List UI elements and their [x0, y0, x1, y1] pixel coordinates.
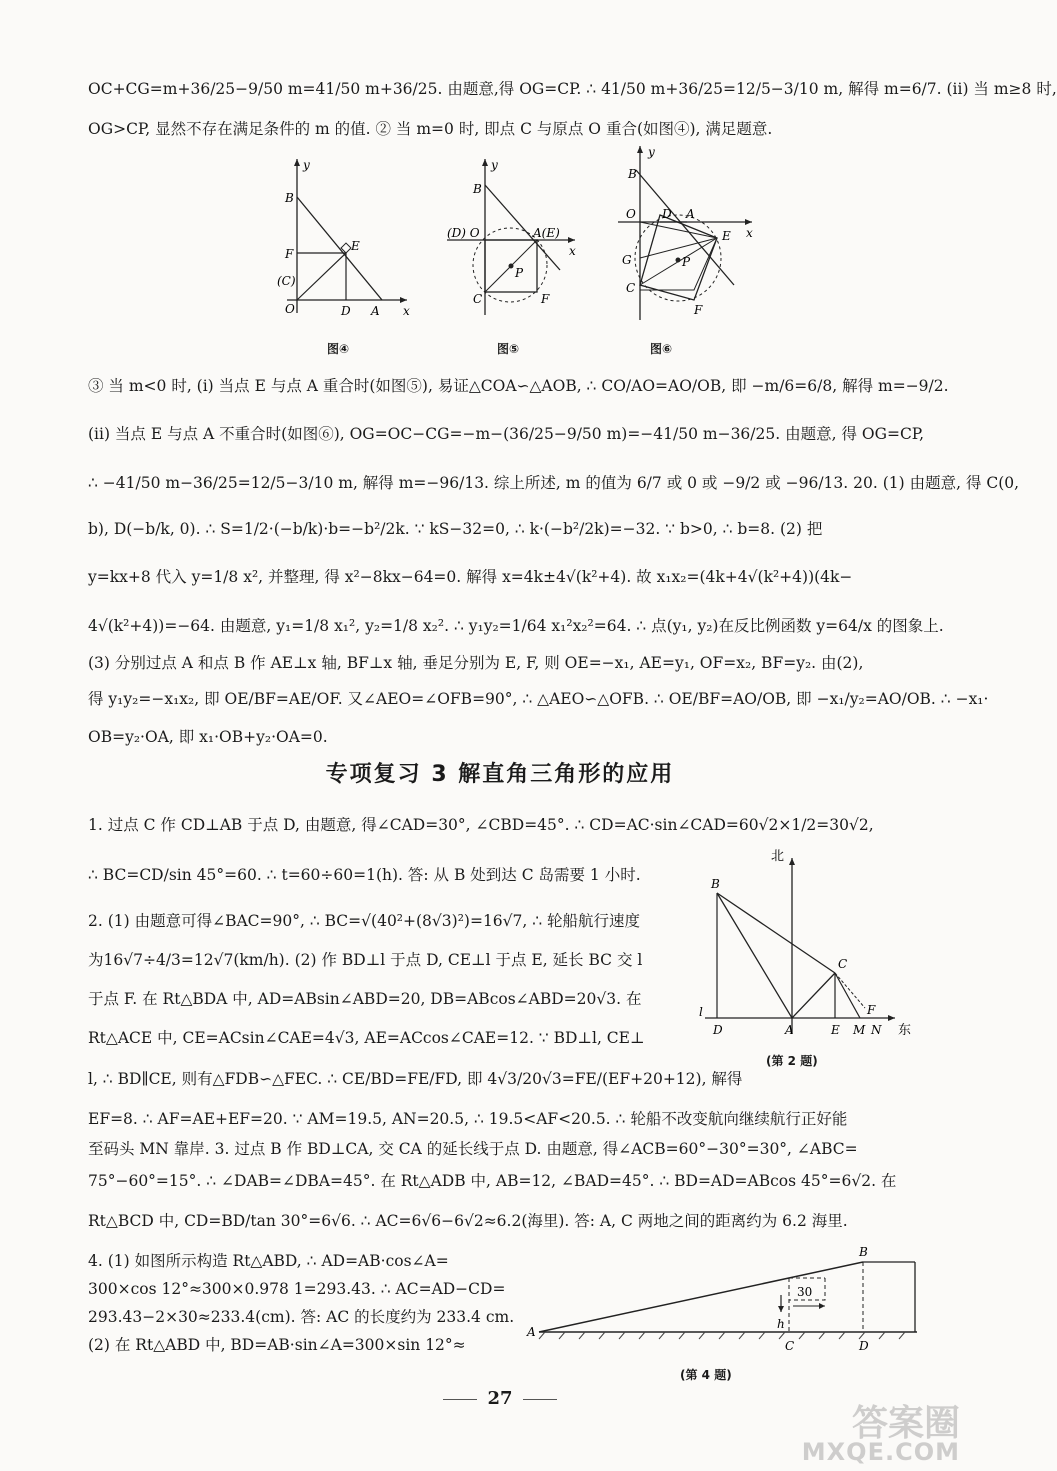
problem-line: EF=8. ∴ AF=AE+EF=20. ∵ AM=19.5, AN=20.5, ∴ 19.5<AF<20.5. ∴ 轮船不改变航向继续航行正好能: [88, 1110, 848, 1128]
problem-2-line: l, ∴ BD∥CE, 则有△FDB∽△FEC. ∴ CE/BD=FE/FD, 即 4√3/20√3=FE/(EF+20+12), 解得: [88, 1070, 743, 1088]
problem-4-line: 4. (1) 如图所示构造 Rt△ABD, ∴ AD=AB·cos∠A=: [88, 1252, 449, 1270]
fig6-label: D: [662, 207, 672, 221]
problem-4-line: (2) 在 Rt△ABD 中, BD=AB·sin∠A=300×sin 12°≈: [88, 1336, 466, 1354]
fig6-label: C: [626, 281, 636, 295]
problem-1-line: ∴ BC=CD/sin 45°=60. ∴ t=60÷60=1(h). 答: 从 B 处到达 C 岛需要 1 小时.: [88, 866, 641, 884]
figure-4-caption: 图④: [327, 342, 350, 356]
fig2-label: l: [699, 1005, 703, 1019]
problem-4-line: 293.43−2×30≈233.4(cm). 答: AC 的长度约为 233.4 cm.: [88, 1308, 515, 1326]
fig6-label: A: [686, 207, 695, 221]
solution-line: (3) 分别过点 A 和点 B 作 AE⊥x 轴, BF⊥x 轴, 垂足分别为 E, F, 则 OE=−x₁, AE=y₁, OF=x₂, BF=y₂. 由(2),: [88, 654, 864, 672]
solution-line: 4√(k²+4))=−64. 由题意, y₁=1/8 x₁², y₂=1/8 x₂². ∴ y₁y₂=1/64 x₁²x₂²=64. ∴ 点(y₁, y₂)在反比例函数 y=64/x 的图象上.: [88, 617, 944, 635]
fig2-label: E: [831, 1023, 840, 1037]
figure-5-diagram: [445, 155, 585, 335]
problem-4-line: 300×cos 12°≈300×0.978 1=293.43. ∴ AC=AD−CD=: [88, 1280, 506, 1298]
fig2-label: F: [867, 1003, 876, 1017]
figure-6-diagram: [612, 140, 762, 330]
problem-line: 75°−60°=15°. ∴ ∠DAB=∠DBA=45°. 在 Rt△ADB 中, AB=12, ∠BAD=45°. ∴ BD=AD=ABcos 45°=6√2. 在: [88, 1172, 897, 1190]
problem-4-caption: (第 4 题): [680, 1368, 732, 1382]
solution-line: y=kx+8 代入 y=1/8 x², 并整理, 得 x²−8kx−64=0. 解得 x=4k±4√(k²+4). 故 x₁x₂=(4k+4√(k²+4))(4k−: [88, 568, 853, 586]
fig2-label: 东: [898, 1023, 912, 1038]
fig4q-label: A: [527, 1325, 536, 1339]
solution-line: OB=y₂·OA, 即 x₁·OB+y₂·OA=0.: [88, 728, 328, 746]
fig6-label: E: [722, 229, 731, 243]
watermark-site: MXQE.COM: [801, 1438, 960, 1466]
fig5-label: (D) O: [447, 226, 480, 240]
solution-line: OG>CP, 显然不存在满足条件的 m 的值. ② 当 m=0 时, 即点 C 与原点 O 重合(如图④), 满足题意.: [88, 120, 773, 138]
page-number-text: 27: [487, 1388, 513, 1409]
fig6-label: G: [622, 253, 632, 267]
figure-6-caption: 图⑥: [650, 342, 673, 356]
fig4-label: A: [371, 304, 380, 318]
fig2-label: D: [713, 1023, 723, 1037]
fig4q-label: D: [859, 1339, 869, 1353]
fig6-label: x: [746, 226, 753, 240]
fig6-label: B: [628, 167, 637, 181]
fig4q-label: 30: [797, 1285, 813, 1299]
fig5-label: y: [491, 158, 498, 172]
problem-line: 至码头 MN 靠岸. 3. 过点 B 作 BD⊥CA, 交 CA 的延长线于点 D. 由题意, 得∠ACB=60°−30°=30°, ∠ABC=: [88, 1140, 858, 1158]
fig6-label: P: [682, 255, 691, 269]
problem-1-line: 1. 过点 C 作 CD⊥AB 于点 D, 由题意, 得∠CAD=30°, ∠CBD=45°. ∴ CD=AC·sin∠CAD=60√2×1/2=30√2,: [88, 816, 874, 834]
fig5-label: B: [473, 182, 482, 196]
fig4-label: D: [341, 304, 351, 318]
fig5-label: A(E): [533, 226, 560, 240]
solution-line: OC+CG=m+36/25−9/50 m=41/50 m+36/25. 由题意,得 OG=CP. ∴ 41/50 m+36/25=12/5−3/10 m, 解得 m=6/7. (ii) 当 m≥8 时,: [88, 80, 1057, 98]
fig4-label: y: [303, 158, 310, 172]
fig2-label: 北: [771, 849, 785, 864]
problem-2-line: 为16√7÷4/3=12√7(km/h). (2) 作 BD⊥l 于点 D, CE⊥l 于点 E, 延长 BC 交 l: [88, 951, 643, 969]
fig4q-label: h: [777, 1317, 785, 1331]
problem-2-diagram: [695, 848, 915, 1048]
figure-4-diagram: [275, 155, 415, 335]
fig2-label: N: [871, 1023, 882, 1037]
fig6-label: O: [626, 207, 636, 221]
fig5-label: C: [473, 292, 483, 306]
fig4-label: (C): [277, 274, 296, 288]
fig4-label: O: [285, 302, 295, 316]
fig2-label: B: [711, 877, 720, 891]
fig2-label: A: [785, 1023, 794, 1037]
figure-5-caption: 图⑤: [497, 342, 520, 356]
solution-line: ③ 当 m<0 时, (i) 当点 E 与点 A 重合时(如图⑤), 易证△COA∽△AOB, ∴ CO/AO=AO/OB, 即 −m/6=6/8, 解得 m=−9/2.: [88, 377, 949, 395]
problem-line: Rt△BCD 中, CD=BD/tan 30°=6√6. ∴ AC=6√6−6√2≈6.2(海里). 答: A, C 两地之间的距离约为 6.2 海里.: [88, 1212, 848, 1230]
problem-4-diagram: [525, 1240, 925, 1365]
fig4-label: F: [285, 247, 294, 261]
problem-2-line: Rt△ACE 中, CE=ACsin∠CAE=4√3, AE=ACcos∠CAE=12. ∵ BD⊥l, CE⊥: [88, 1029, 645, 1047]
solution-line: ∴ −41/50 m−36/25=12/5−3/10 m, 解得 m=−96/13. 综上所述, m 的值为 6/7 或 0 或 −9/2 或 −96/13. 20. (1) 由题意, 得 C(0,: [88, 474, 1020, 492]
fig6-label: y: [648, 145, 655, 159]
fig4-label: x: [403, 304, 410, 318]
fig5-label: F: [541, 292, 550, 306]
fig6-label: F: [694, 303, 703, 317]
fig2-label: C: [838, 957, 848, 971]
problem-2-line: 2. (1) 由题意可得∠BAC=90°, ∴ BC=√(40²+(8√3)²)=16√7, ∴ 轮船航行速度: [88, 912, 641, 930]
page-number: [0, 1388, 1000, 1409]
fig4-label: E: [351, 239, 360, 253]
section-title: 专项复习 3 解直角三角形的应用: [325, 762, 675, 787]
watermark-brand: 答案圈: [851, 1403, 960, 1444]
fig4-label: B: [285, 191, 294, 205]
fig5-label: P: [515, 266, 524, 280]
problem-2-line: 于点 F. 在 Rt△BDA 中, AD=ABsin∠ABD=20, DB=ABcos∠ABD=20√3. 在: [88, 990, 642, 1008]
fig2-label: M: [853, 1023, 866, 1037]
solution-line: (ii) 当点 E 与点 A 不重合时(如图⑥), OG=OC−CG=−m−(36/25−9/50 m)=−41/50 m−36/25. 由题意, 得 OG=CP,: [88, 425, 925, 443]
fig4q-label: C: [785, 1339, 795, 1353]
solution-line: b), D(−b/k, 0). ∴ S=1/2·(−b/k)·b=−b²/2k. ∵ kS−32=0, ∴ k·(−b²/2k)=−32. ∵ b>0, ∴ b=8. (2) 把: [88, 520, 823, 538]
solution-line: 得 y₁y₂=−x₁x₂, 即 OE/BF=AE/OF. 又∠AEO=∠OFB=90°, ∴ △AEO∽△OFB. ∴ OE/BF=AO/OB, 即 −x₁/y₂=AO/OB. ∴ −x₁·: [88, 690, 989, 708]
fig4q-label: B: [859, 1245, 868, 1259]
problem-2-caption: (第 2 题): [766, 1054, 818, 1068]
fig5-label: x: [569, 244, 576, 258]
